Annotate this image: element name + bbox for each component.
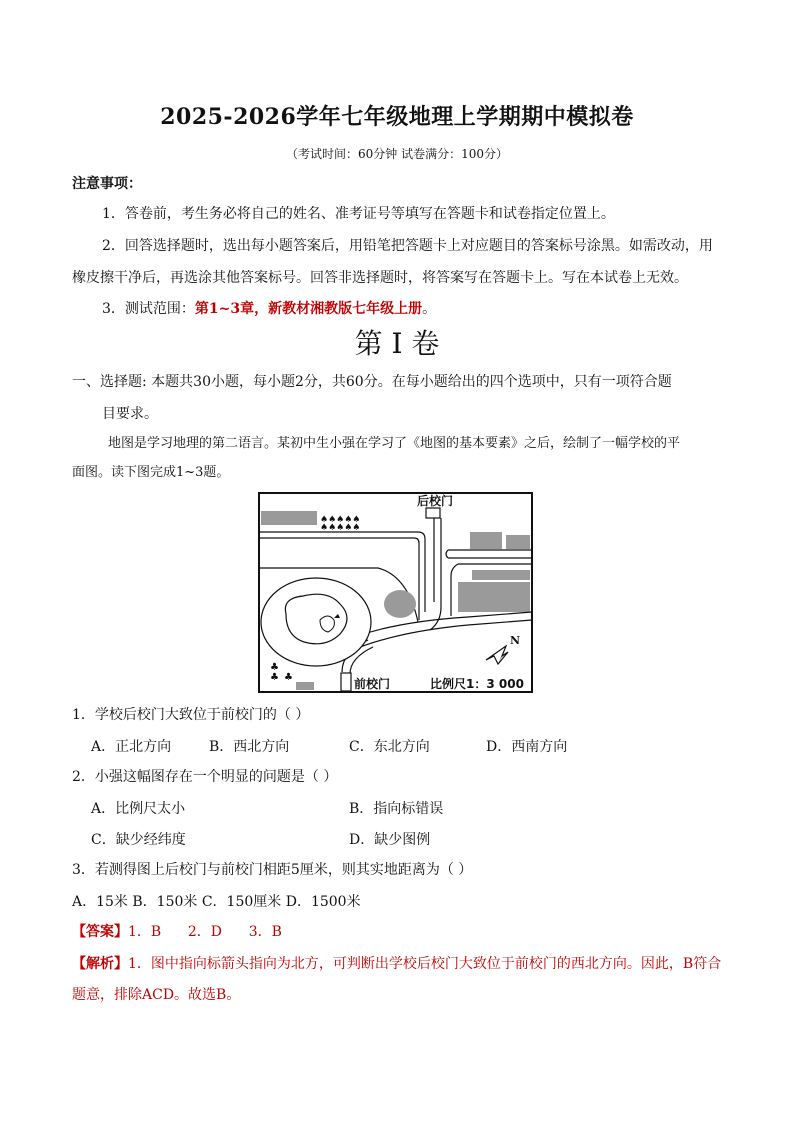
notice-item-3-prefix: 3．测试范围： (102, 301, 195, 317)
north-label: N (510, 634, 521, 647)
notice-item-2-line-2: 橡皮擦干净后，再选涂其他答案标号。回答非选择题时，将答案写在答题卡上。写在本试卷上无效。 (72, 270, 688, 286)
grey-circle (384, 590, 416, 618)
svg-text:♣: ♣ (270, 662, 279, 673)
section-title: 第 I 卷 (354, 327, 440, 360)
question-3-options: A．15米 B．150米 C．150厘米 D．1500米 (72, 894, 361, 910)
school-map (258, 492, 533, 693)
question-2-option-a: A．比例尺太小 (91, 801, 186, 817)
building (458, 582, 530, 612)
lake (285, 594, 347, 644)
part1-instruction-line-2: 目要求。 (102, 406, 158, 422)
part1-instruction-line-1: 一、选择题: 本题共30小题，每小题2分，共60分。在每小题给出的四个选项中，只有一项符合题 (72, 374, 672, 390)
notice-item-3-suffix: 。 (422, 301, 437, 317)
svg-text:♠♠♠♠♠: ♠♠♠♠♠ (320, 523, 361, 533)
svg-text:♣: ♣ (270, 672, 279, 683)
analysis-line-1 (72, 954, 721, 974)
back-gate-marker (426, 508, 440, 518)
answer-line (72, 922, 282, 942)
notice-item-1: 1．答卷前，考生务必将自己的姓名、准考证号等填写在答题卡和试卷指定位置上。 (102, 206, 615, 222)
building (296, 682, 314, 690)
building (261, 511, 317, 525)
building (470, 532, 502, 549)
analysis-line-2: 题意，排除ACD。故选B。 (72, 987, 241, 1003)
building (472, 570, 530, 580)
front-gate-label: 前校门 (354, 677, 391, 691)
analysis-text-1: 1．图中指向标箭头指向为北方，可判断出学校后校门大致位于前校门的西北方向。因此，B符合 (128, 956, 722, 972)
question-2-option-c: C．缺少经纬度 (91, 832, 186, 848)
question-1-option-a: A．正北方向 (91, 739, 172, 755)
question-1-stem: 1．学校后校门大致位于前校门的（ ） (72, 707, 310, 723)
answer-text: 1．B 2．D 3．B (128, 924, 282, 940)
notice-heading: 注意事项： (72, 176, 142, 192)
front-gate-marker (341, 673, 351, 691)
svg-text:♣: ♣ (284, 672, 293, 683)
passage-line-2: 面图。读下图完成1~3题。 (72, 465, 230, 480)
answer-label: 【答案】 (72, 924, 128, 940)
question-2-option-d: D．缺少图例 (349, 832, 431, 848)
tree-icons (320, 515, 360, 533)
question-2-stem: 2．小强这幅图存在一个明显的问题是（ ） (72, 769, 338, 785)
back-gate-label: 后校门 (417, 494, 454, 508)
page-title: 2025-2026学年七年级地理上学期期中模拟卷 (160, 104, 634, 130)
notice-item-3 (102, 299, 436, 319)
school-map-drawing (258, 492, 533, 693)
analysis-label: 【解析】 (72, 956, 128, 972)
question-1-option-c: C．东北方向 (349, 739, 430, 755)
exam-info: （考试时间：60分钟 试卷满分：100分） (286, 147, 508, 161)
svg-text:♠♠♠♠♠: ♠♠♠♠♠ (320, 515, 361, 525)
building (506, 535, 530, 549)
notice-item-2-line-1: 2．回答选择题时，选出每小题答案后，用铅笔把答题卡上对应题目的答案标号涂黑。如需改动，用 (102, 238, 713, 254)
question-1-option-d: D．西南方向 (486, 739, 568, 755)
passage-line-1: 地图是学习地理的第二语言。某初中生小强在学习了《地图的基本要素》之后，绘制了一幅学校的平 (108, 436, 681, 451)
test-scope: 第1~3章，新教材湘教版七年级上册 (194, 301, 423, 317)
question-1-option-b: B．西北方向 (209, 739, 290, 755)
scale-label: 比例尺1：3 000 (430, 677, 524, 691)
question-3-stem: 3．若测得图上后校门与前校门相距5厘米，则其实地距离为（ ） (72, 862, 473, 878)
question-2-option-b: B．指向标错误 (349, 801, 444, 817)
